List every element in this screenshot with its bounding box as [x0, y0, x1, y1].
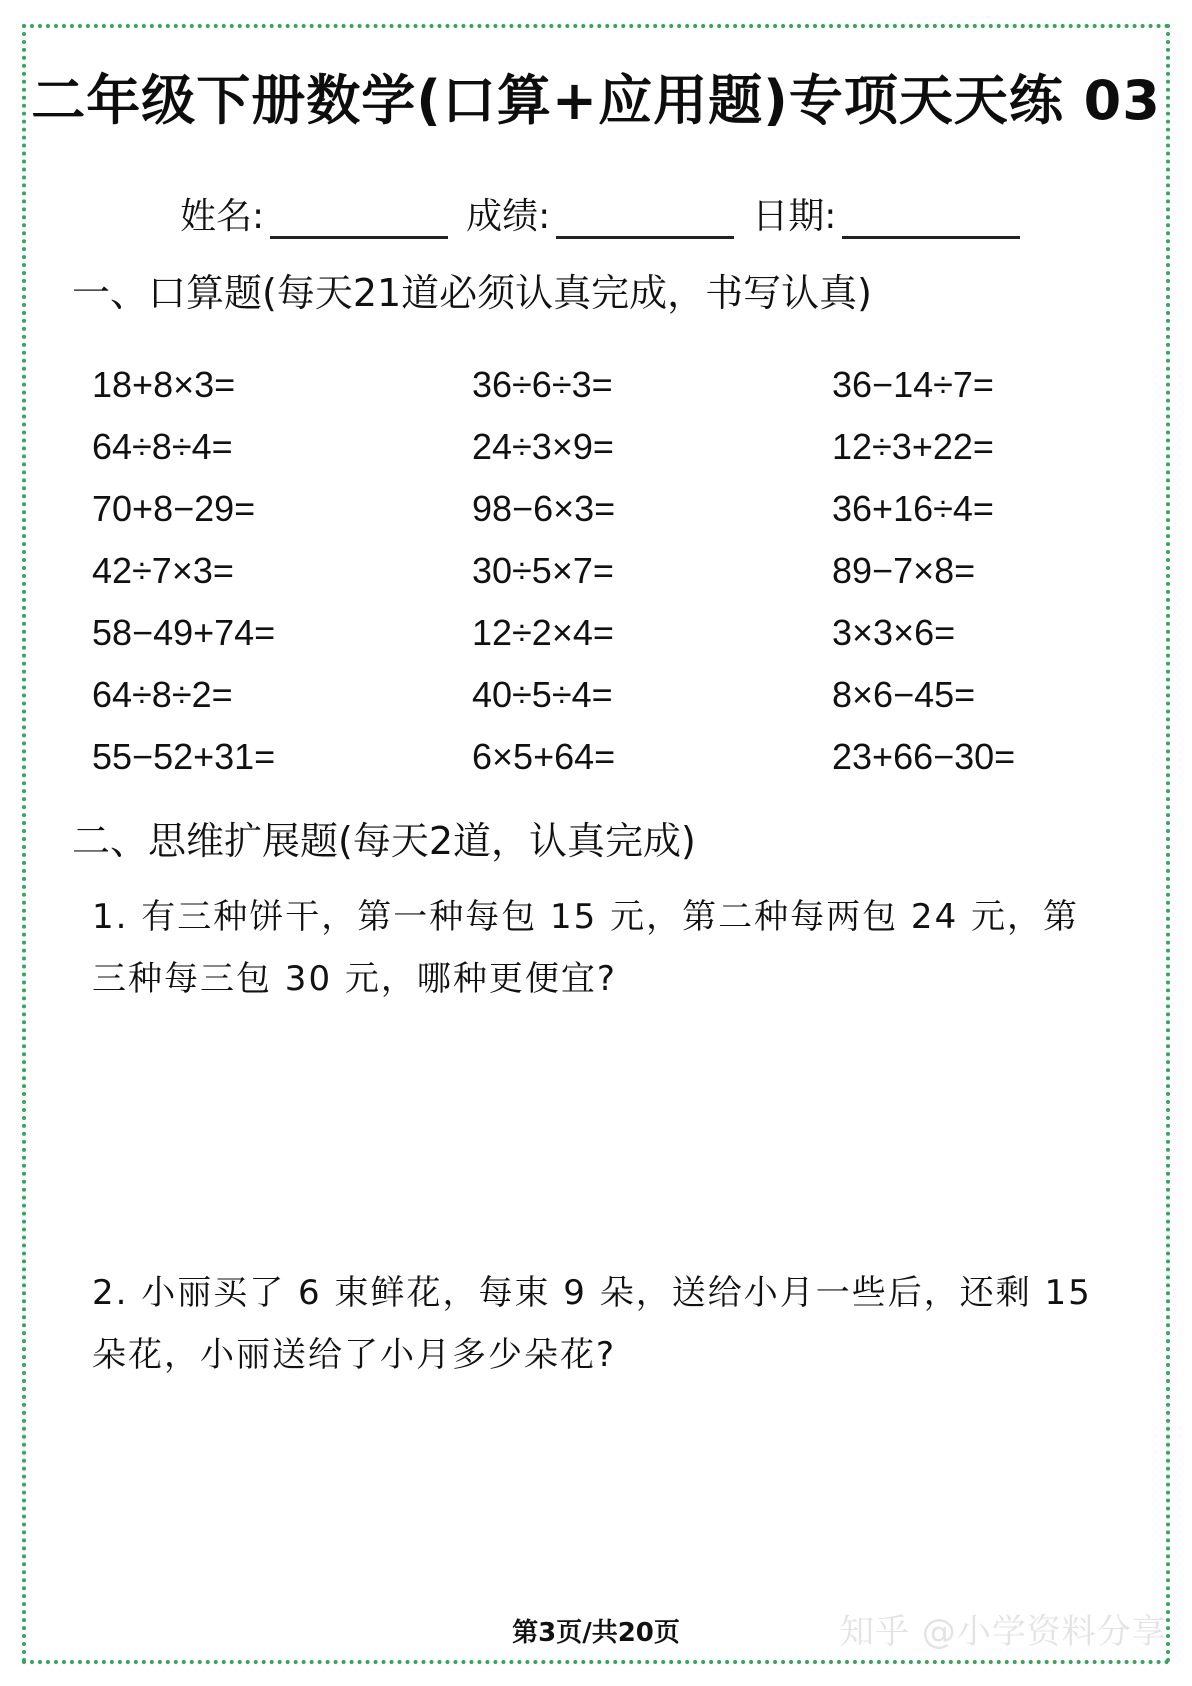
date-field	[752, 188, 1020, 239]
math-problem: 6×5+64=	[472, 736, 616, 777]
score-field	[466, 188, 734, 239]
math-problem: 64÷8÷4=	[92, 426, 233, 467]
section1-heading: 一、口算题(每天21道必须认真完成，书写认真)	[72, 271, 873, 315]
math-problem: 64÷8÷2=	[92, 674, 233, 715]
math-problem: 3×3×6=	[832, 612, 956, 653]
math-problem: 36÷6÷3=	[472, 364, 613, 405]
math-problem: 58−49+74=	[92, 612, 276, 653]
math-problem: 98−6×3=	[472, 488, 616, 529]
name-field	[180, 188, 448, 239]
math-problem: 30÷5×7=	[472, 550, 614, 591]
date-label: 日期:	[752, 196, 837, 237]
math-problem: 18+8×3=	[92, 364, 236, 405]
math-problem: 36−14÷7=	[832, 364, 994, 405]
math-problem: 70+8−29=	[92, 488, 256, 529]
math-problem: 89−7×8=	[832, 550, 976, 591]
date-blank[interactable]	[842, 202, 1020, 239]
word-problem-1: 1. 有三种饼干，第一种每包 15 元，第二种每两包 24 元，第三种每三包 30 元，哪种更便宜?	[92, 897, 1080, 999]
score-label: 成绩:	[466, 196, 551, 237]
math-problem: 42÷7×3=	[92, 550, 234, 591]
watermark: 知乎 @小学资料分享	[840, 1612, 1167, 1652]
math-problem: 24÷3×9=	[472, 426, 614, 467]
section2-heading: 二、思维扩展题(每天2道，认真完成)	[72, 819, 696, 863]
math-problem: 55−52+31=	[92, 736, 276, 777]
name-label: 姓名:	[180, 196, 265, 237]
math-problem: 8×6−45=	[832, 674, 976, 715]
page-title: 二年级下册数学(口算+应用题)专项天天练 03	[31, 69, 1161, 132]
student-info-row	[180, 188, 1080, 239]
math-problem: 12÷3+22=	[832, 426, 994, 467]
math-problem: 23+66−30=	[832, 736, 1016, 777]
name-blank[interactable]	[270, 202, 448, 239]
page-number: 第3页/共20页	[512, 1618, 680, 1648]
math-problem: 40÷5÷4=	[472, 674, 613, 715]
math-problem: 36+16÷4=	[832, 488, 994, 529]
math-problem: 12÷2×4=	[472, 612, 614, 653]
score-blank[interactable]	[556, 202, 734, 239]
word-problem-2: 2. 小丽买了 6 束鲜花，每束 9 朵，送给小月一些后，还剩 15 朵花，小丽送给了小月多少朵花?	[92, 1273, 1092, 1375]
mental-math-grid	[92, 364, 1092, 798]
